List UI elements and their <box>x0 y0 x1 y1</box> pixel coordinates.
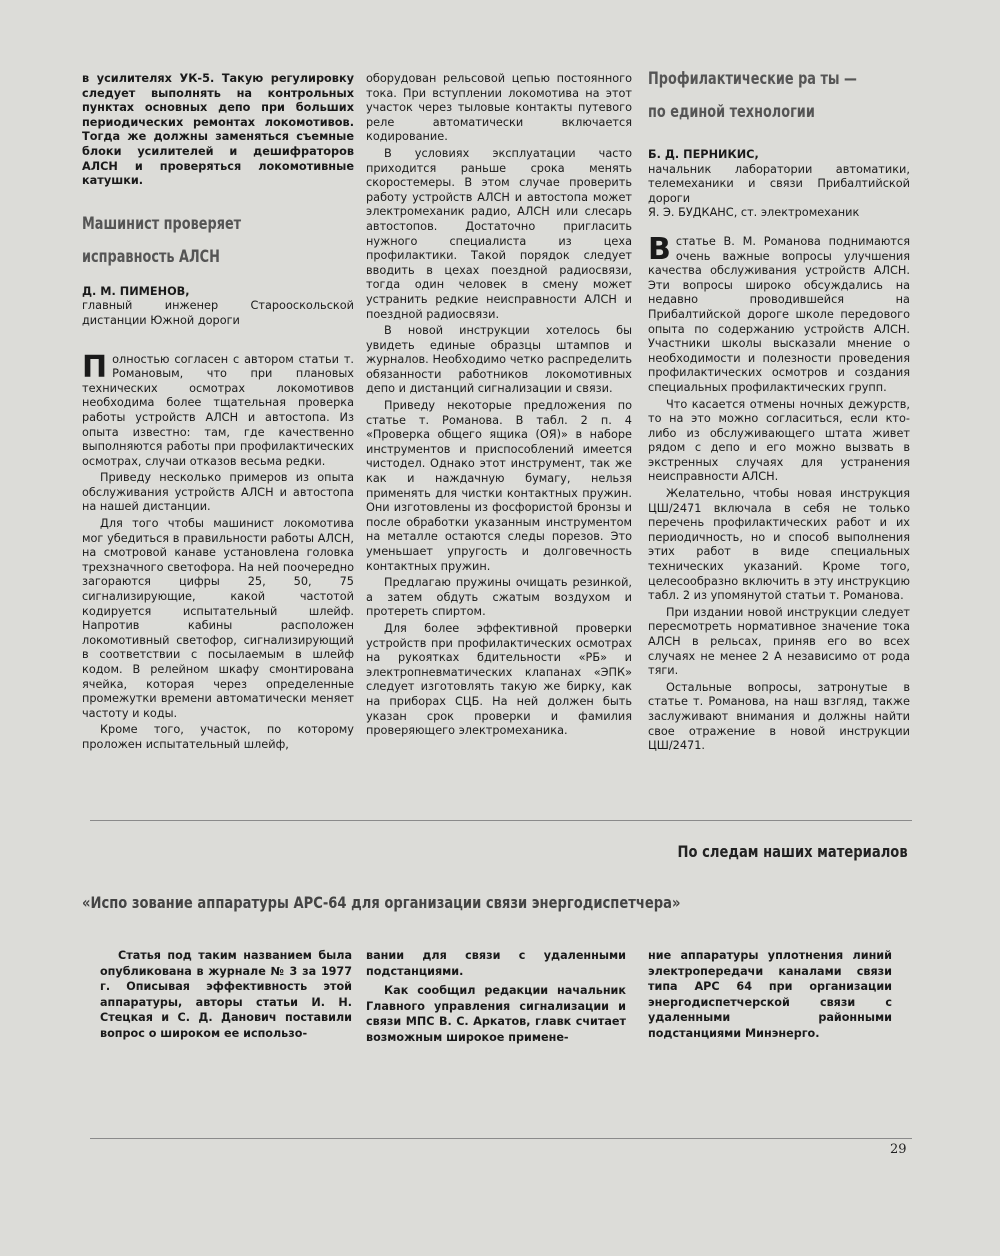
col1-author-title: главный инженер Старооскольской дистанции Южной дороги <box>82 299 354 327</box>
col1-heading-line-2: исправность АЛСН <box>82 246 220 266</box>
col3-paragraph-2: Что касается отмены ночных дежурств, то на это можно согласиться, если кто-либо из обслуживающего штата живет рядом с депо и его можно вызвать в экстренных случаях для устранения неисправности АЛСН. <box>648 397 910 484</box>
column-3 <box>648 62 910 754</box>
col2-paragraph-2: В условиях эксплуатации часто приходится раньше срока менять скоростемеры. В этом случае проверить работу устройств АЛСН и автостопа может электромеханик радио, АЛСН или слесарь автостопов. Достаточно пригласить нужного специалиста из цеха профилактики. Такой порядок следует вводить в цехах поездной радиосвязи, тогда один человек в смену может устранить редкие неисправности АЛСН и поездной радиосвязи. <box>366 146 632 321</box>
col3-author1-title: начальник лаборатории автоматики, телемеханики и связи Прибалтийской дороги <box>648 162 910 205</box>
page-number: 29 <box>890 1142 907 1157</box>
section-column-3 <box>648 948 892 1042</box>
column-1 <box>82 72 354 753</box>
column-2 <box>366 72 632 739</box>
col1-paragraph-1: Полностью согласен с автором статьи т. Романовым, что при плановых технических осмотрах локомотивов необходима более тщательная проверка работы устройств АЛСН и автостопа. Из опыта известно: там, где качественно выполняются работы при профилактических осмотрах, случаи отказов весьма редки. <box>82 349 354 468</box>
section-title: «Испо зование аппаратуры АРС-64 для организации связи энергодиспетчера» <box>82 893 681 912</box>
col3-authors <box>648 148 910 221</box>
col3-dropcap: В <box>648 231 671 267</box>
col3-paragraph-3: Желательно, чтобы новая инструкция ЦШ/2471 включала в себя не только перечень профилактических работ и их периодичность, но и способ выполнения этих работ в виде специальных технических указаний. Кроме того, целесообразно включить в эту инструкцию табл. 2 из упомянутой статьи т. Романова. <box>648 487 910 603</box>
section-paragraph-2a: вании для связи с удаленными подстанциями. <box>366 949 626 978</box>
col1-lead-paragraph: в усилителях УК-5. Такую регулировку следует выполнять на контрольных пунктах основных депо при больших периодических ремонтах локомотивов. Тогда же должны заменяться съемные блоки усилителей и дешифраторов АЛСН и проверяться локомотивные катушки. <box>82 72 354 188</box>
col3-author1-name: Б. Д. ПЕРНИКИС, <box>648 148 759 161</box>
col1-paragraph-2: Приведу несколько примеров из опыта обслуживания устройств АЛСН и автостопа на нашей дистанции. <box>82 471 354 514</box>
col1-paragraph-4: Кроме того, участок, по которому проложен испытательный шлейф, <box>82 723 354 751</box>
col3-heading-line-2: по единой технологии <box>648 102 815 121</box>
col2-paragraph-4: Приведу некоторые предложения по статье т. Романова. В табл. 2 п. 4 «Проверка общего ящика (ОЯ)» в наборе инструментов и приспособлений имеется чистодел. Однако этот инструмент, так же как и наждачную бумагу, нельзя применять для чистки контактных пружин. Они изготовлены из фосфористой бронзы и после обработки указанным инструментом на металле остаются следы порезов. Это уменьшает упругость и долговечность контактных пружин. <box>366 399 632 573</box>
col1-paragraph-3: Для того чтобы машинист локомотива мог убедиться в правильности работы АЛСН, на смотровой канаве установлена головка трехзначного светофора. На ней поочередно загораются цифры 25, 50, 75 сигнализирующие, какой частотой кодируется испытательный шлейф. Напротив кабины расположен локомотивный светофор, сигнализирующий в соответствии с посылаемым в шлейф кодом. В релейном шкафу смонтирована ячейка, которая через определенные промежутки времени автоматически меняет частоту и коды. <box>82 517 354 720</box>
col2-paragraph-6: Для более эффективной проверки устройств при профилактических осмотрах на рукоятках бдительности «РБ» и электропневматических клапанах «ЭПК» следует изготовлять такую же бирку, как на приборах СЦБ. На ней должен быть указан срок проверки и фамилия проверяющего электромеханика. <box>366 621 632 738</box>
col3-paragraph-5: Остальные вопросы, затронутые в статье т. Романова, на наш взгляд, также заслуживают внимания и должны найти свое отражение в новой инструкции ЦШ/2471. <box>648 680 910 753</box>
divider-top <box>90 820 912 821</box>
col1-author-name: Д. М. ПИМЕНОВ, <box>82 284 190 298</box>
col2-paragraph-1: оборудован рельсовой цепью постоянного тока. При вступлении локомотива на этот участок через тыловые контакты путевого реле автоматически включается кодирование. <box>366 72 632 144</box>
section-paragraph-2b: Как сообщил редакции начальник Главного управления сигнализации и связи МПС В. С. Аркатов, главк считает возможным широкое примене- <box>366 984 626 1044</box>
col3-paragraph-1: Встатье В. М. Романова поднимаются очень важные вопросы улучшения качества обслуживания устройств АЛСН. Эти вопросы широко обсуждались на недавно проводившейся на Прибалтийской дороге школе передового опыта по содержанию устройств АЛСН. Участники школы высказали мнение о необходимости и полезности проведения профилактических осмотров и создания специальных профилактических групп. <box>648 231 910 394</box>
col3-heading-line-1: Профилактические ра ты — <box>648 69 857 88</box>
col1-heading-line-1: Машинист проверяет <box>82 213 242 233</box>
divider-bottom <box>90 1138 912 1139</box>
col1-dropcap: П <box>82 349 108 385</box>
col3-author2: Я. Э. БУДКАНС, ст. электромеханик <box>648 206 860 220</box>
section-paragraph-3: ние аппаратуры уплотнения линий электропередачи каналами связи типа АРС 64 при организации энергодиспетчерской связи с удаленными районными подстанциями Минэнерго. <box>648 949 892 1040</box>
col1-author <box>82 285 354 329</box>
col2-paragraph-5: Предлагаю пружины очищать резинкой, а затем обдуть сжатым воздухом и протереть спиртом. <box>366 576 632 619</box>
col3-paragraph-4: При издании новой инструкции следует пересмотреть нормативное значение тока АЛСН в рельсах, приняв его во всех случаях не менее 2 А независимо от рода тяги. <box>648 605 910 678</box>
section-paragraph-1: Статья под таким названием была опубликована в журнале № 3 за 1977 г. Описывая эффективность этой аппаратуры, авторы статьи И. Н. Стецкая и С. Д. Данович поставили вопрос о широком ее использо- <box>100 949 352 1040</box>
section-column-1 <box>100 948 352 1042</box>
section-column-2 <box>366 948 626 1046</box>
section-label: По следам наших материалов <box>677 842 908 861</box>
col2-paragraph-3: В новой инструкции хотелось бы увидеть единые образцы штампов и журналов. Необходимо четко распределить обязанности работников локомотивных депо и дистанций сигнализации и связи. <box>366 324 632 396</box>
